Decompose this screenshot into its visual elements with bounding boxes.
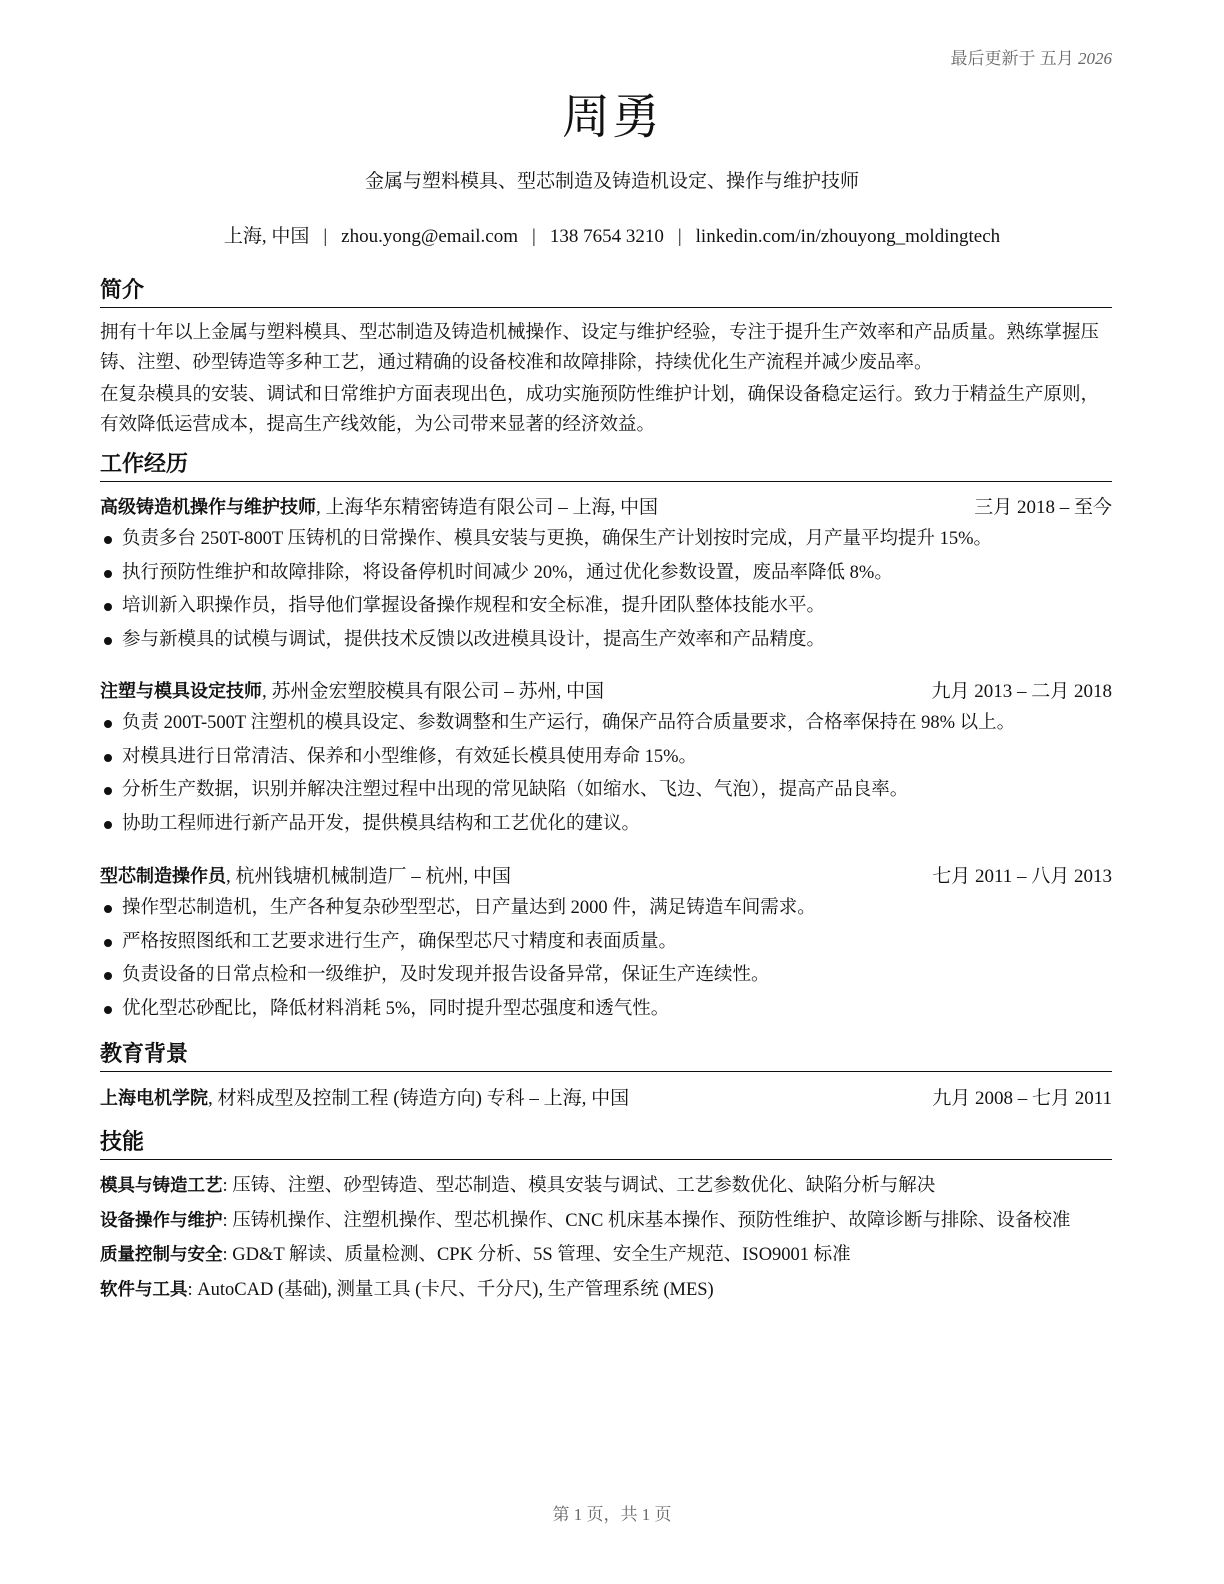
- list-item: [100, 926, 1112, 960]
- bullet-text: 操作型芯制造机，生产各种复杂砂型型芯，日产量达到 2000 件，满足铸造车间需求。: [122, 898, 816, 918]
- job-dates: 七月 2011 – 八月 2013: [932, 866, 1112, 887]
- skill-row: [100, 1206, 1112, 1236]
- skill-value: : 压铸、注塑、砂型铸造、型芯制造、模具安装与调试、工艺参数优化、缺陷分析与解决: [222, 1176, 936, 1196]
- bullet-text: 优化型芯砂配比，降低材料消耗 5%，同时提升型芯强度和透气性。: [122, 998, 670, 1019]
- bullet-icon: [104, 720, 112, 728]
- skill-row: [100, 1171, 1112, 1201]
- bullet-icon: [104, 939, 112, 947]
- education-entry: [100, 1084, 1112, 1114]
- list-item: [100, 624, 1112, 658]
- contact-line: [0, 222, 1224, 252]
- contact-separator: |: [323, 226, 328, 247]
- summary-paragraph: 拥有十年以上金属与塑料模具、型芯制造及铸造机械操作、设定与维护经验，专注于提升生产效率和产品质量。熟练掌握压铸、注塑、砂型铸造等多种工艺，通过精确的设备校准和故障排除，持续优化生产流程并减少废品率。: [100, 323, 1100, 373]
- bullet-icon: [104, 972, 112, 980]
- job-company: , 苏州金宏塑胶模具有限公司 – 苏州, 中国: [262, 681, 605, 702]
- summary-paragraph: 在复杂模具的安装、调试和日常维护方面表现出色，成功实施预防性维护计划，确保设备稳定运行。致力于精益生产原则，有效降低运营成本，提高生产线效能，为公司带来显著的经济效益。: [100, 385, 1100, 435]
- contact-email[interactable]: zhou.yong@email.com: [341, 226, 519, 247]
- job-header: [100, 862, 1112, 892]
- bullet-icon: [104, 536, 112, 544]
- contact-separator: |: [677, 226, 682, 247]
- skill-row: [100, 1240, 1112, 1270]
- list-item: [100, 892, 1112, 926]
- job-bullet-list: [100, 707, 1112, 841]
- bullet-text: 协助工程师进行新产品开发，提供模具结构和工艺优化的建议。: [122, 813, 641, 834]
- job-dates: 九月 2013 – 二月 2018: [931, 681, 1112, 702]
- bullet-text: 参与新模具的试模与调试，提供技术反馈以改进模具设计，提高生产效率和产品精度。: [122, 629, 826, 650]
- bullet-text: 负责 200T-500T 注塑机的模具设定、参数调整和生产运行，确保产品符合质量要求，合格率保持在 98% 以上。: [122, 713, 1016, 733]
- bullet-icon: [104, 637, 112, 645]
- section-heading-experience: 工作经历: [100, 450, 1112, 482]
- education-school: 上海电机学院: [100, 1088, 208, 1109]
- contact-separator: |: [532, 226, 536, 247]
- list-item: [100, 707, 1112, 741]
- bullet-icon: [104, 570, 112, 578]
- job-title: 注塑与模具设定技师: [100, 681, 262, 702]
- contact-location: 上海, 中国: [223, 226, 310, 247]
- job-dates: 三月 2018 – 至今: [974, 497, 1112, 518]
- section-heading-summary: 简介: [100, 276, 1112, 308]
- last-updated-year: 2026: [1078, 49, 1112, 68]
- last-updated: [951, 44, 1113, 69]
- list-item: [100, 557, 1112, 591]
- bullet-icon: [104, 821, 112, 829]
- last-updated-label: 最后更新于 五月: [950, 49, 1074, 68]
- bullet-text: 执行预防性维护和故障排除，将设备停机时间减少 20%，通过优化参数设置，废品率降低 8%。: [122, 562, 893, 583]
- candidate-name: 周勇: [561, 89, 662, 145]
- bullet-text: 对模具进行日常清洁、保养和小型维修，有效延长模具使用寿命 15%。: [122, 746, 698, 767]
- job-title: 高级铸造机操作与维护技师: [100, 497, 316, 518]
- page-footer: 第 1 页，共 1 页: [552, 1505, 672, 1524]
- section-heading-skills: 技能: [100, 1128, 1112, 1160]
- skill-label: 软件与工具: [100, 1280, 188, 1300]
- job-header: [100, 677, 1112, 707]
- bullet-icon: [104, 754, 112, 762]
- list-item: [100, 808, 1112, 842]
- skill-label: 模具与铸造工艺: [100, 1176, 223, 1196]
- education-detail: , 材料成型及控制工程 (铸造方向) 专科 – 上海, 中国: [208, 1088, 630, 1109]
- job-bullet-list: [100, 523, 1112, 657]
- job-company: , 上海华东精密铸造有限公司 – 上海, 中国: [316, 497, 659, 518]
- education-dates: 九月 2008 – 七月 2011: [932, 1088, 1112, 1109]
- job-bullet-list: [100, 892, 1112, 1026]
- tagline: 金属与塑料模具、型芯制造及铸造机设定、操作与维护技师: [364, 171, 859, 192]
- section-heading-education: 教育背景: [100, 1040, 1112, 1072]
- skill-row: [100, 1275, 1112, 1305]
- job-title: 型芯制造操作员: [100, 866, 226, 887]
- job-header: [100, 493, 1112, 523]
- skill-label: 质量控制与安全: [100, 1245, 223, 1265]
- bullet-icon: [104, 603, 112, 611]
- bullet-text: 负责设备的日常点检和一级维护，及时发现并报告设备异常，保证生产连续性。: [122, 965, 770, 985]
- list-item: [100, 590, 1112, 624]
- skill-value: : GD&T 解读、质量检测、CPK 分析、5S 管理、安全生产规范、ISO9001 标准: [222, 1245, 851, 1265]
- bullet-text: 分析生产数据，识别并解决注塑过程中出现的常见缺陷（如缩水、飞边、气泡），提高产品良率。: [122, 780, 909, 800]
- list-item: [100, 523, 1112, 557]
- job-company: , 杭州钱塘机械制造厂 – 杭州, 中国: [226, 866, 512, 887]
- bullet-text: 严格按照图纸和工艺要求进行生产，确保型芯尺寸精度和表面质量。: [122, 931, 678, 952]
- list-item: [100, 774, 1112, 808]
- bullet-text: 负责多台 250T-800T 压铸机的日常操作、模具安装与更换，确保生产计划按时完成，月产量平均提升 15%。: [122, 529, 993, 549]
- bullet-icon: [104, 905, 112, 913]
- list-item: [100, 741, 1112, 775]
- list-item: [100, 959, 1112, 993]
- bullet-icon: [104, 787, 112, 795]
- contact-phone[interactable]: 138 7654 3210: [549, 226, 664, 247]
- bullet-text: 培训新入职操作员，指导他们掌握设备操作规程和安全标准，提升团队整体技能水平。: [122, 596, 826, 616]
- bullet-icon: [104, 1006, 112, 1014]
- contact-linkedin[interactable]: linkedin.com/in/zhouyong_moldingtech: [695, 226, 1001, 247]
- skill-label: 设备操作与维护: [100, 1211, 223, 1231]
- list-item: [100, 993, 1112, 1027]
- skill-value: : AutoCAD (基础), 测量工具 (卡尺、千分尺), 生产管理系统 (MES): [187, 1280, 714, 1300]
- skill-value: : 压铸机操作、注塑机操作、型芯机操作、CNC 机床基本操作、预防性维护、故障诊断与排除、设备校准: [222, 1211, 1071, 1231]
